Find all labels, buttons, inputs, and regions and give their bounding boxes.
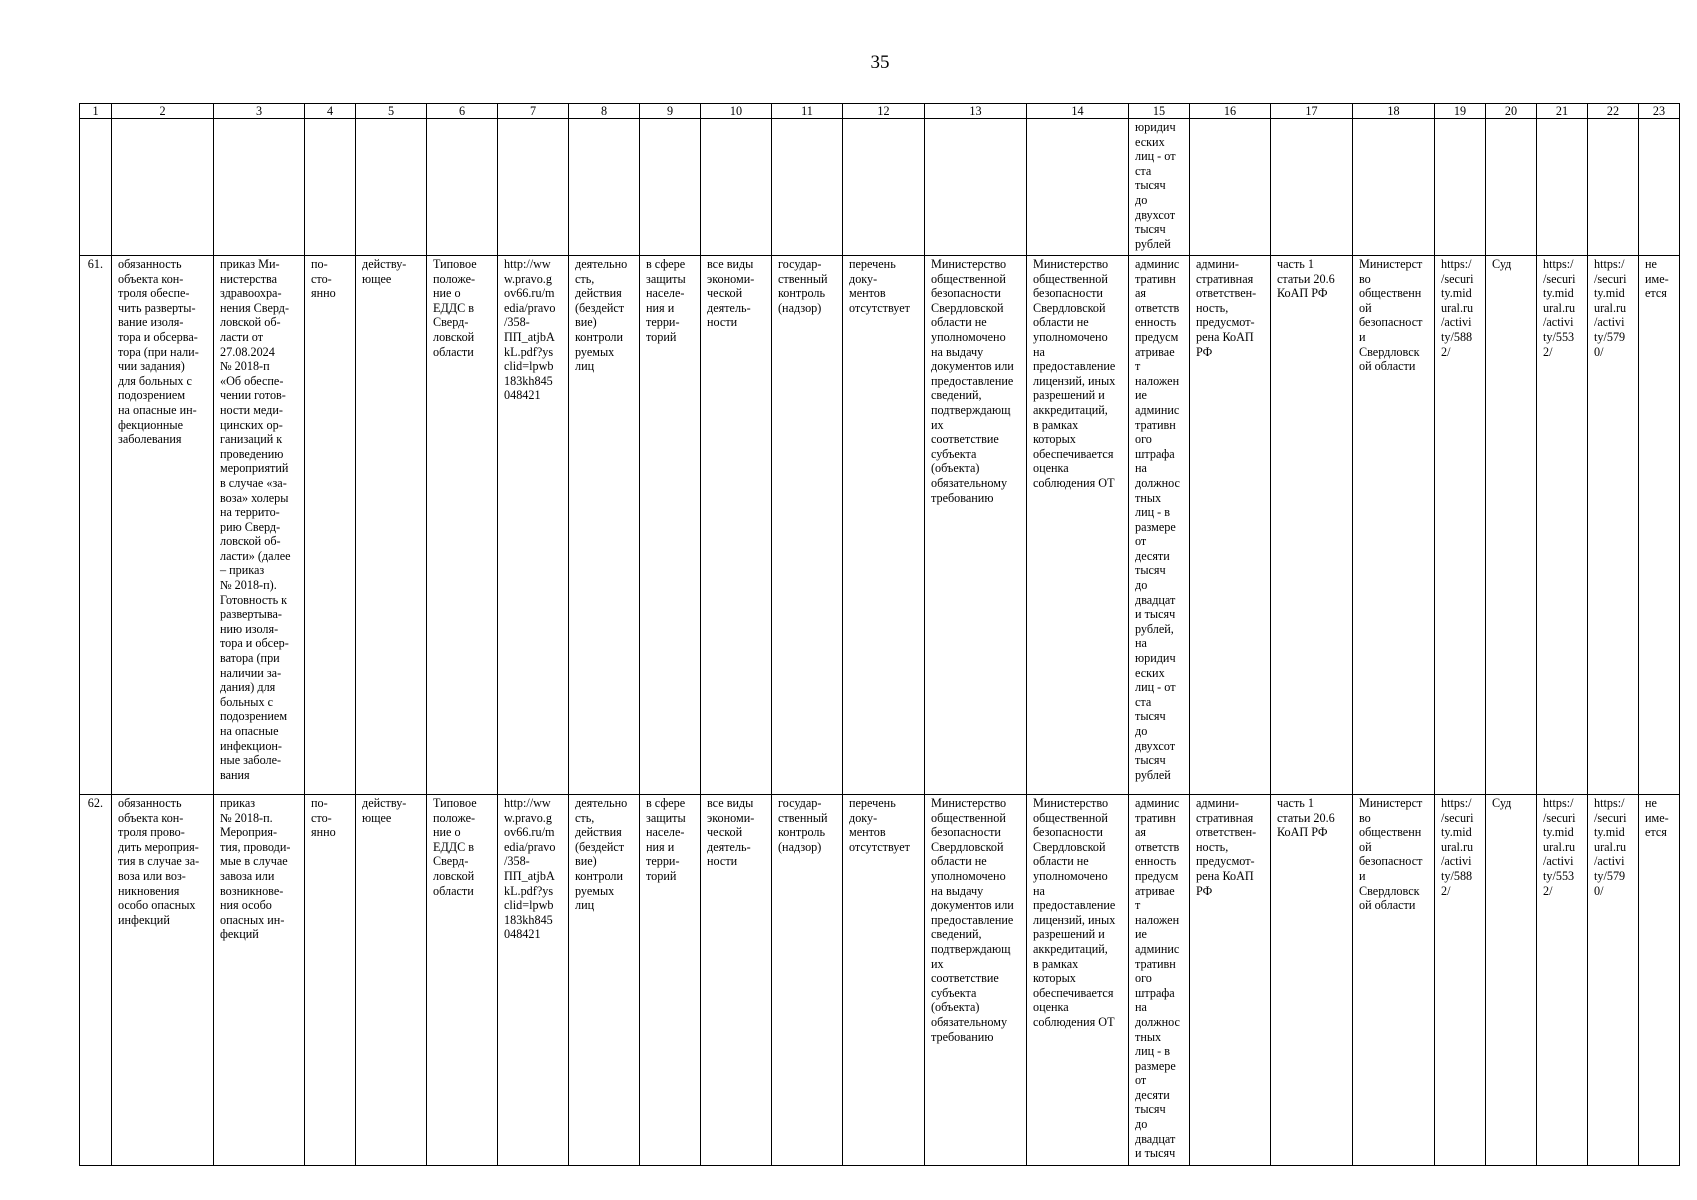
empty-cell — [356, 119, 427, 256]
empty-cell — [427, 119, 498, 256]
liability-text-cell: юридич еских лиц - от ста тысяч до двухсот тысяч рублей — [1129, 119, 1190, 256]
empty-cell — [925, 119, 1027, 256]
table-cell-col-9: в сфере защиты населе- ния и терри- торий — [640, 795, 701, 1166]
column-number: 6 — [427, 104, 498, 119]
table-cell-col-17: часть 1 статьи 20.6 КоАП РФ — [1271, 256, 1353, 795]
empty-cell — [701, 119, 772, 256]
empty-cell — [305, 119, 356, 256]
table-cell-col-14: Министерство общественной безопасности Свердловской области не уполномочено на предоставление лицензий, иных разрешений и аккредитаций, в рамках которых обеспечивается оценка соблюдения ОТ — [1027, 795, 1129, 1166]
empty-cell — [80, 119, 112, 256]
column-number: 8 — [569, 104, 640, 119]
column-number: 7 — [498, 104, 569, 119]
table-cell-col-22[interactable]: https:/ /securi ty.mid ural.ru /activi ty/579 0/ — [1588, 795, 1639, 1166]
table-cell-col-1: 62. — [80, 795, 112, 1166]
table-cell-col-2: обязанность объекта кон- троля обеспе- чить разверты- вание изоля- тора и обсерва- тора (при нали- чии задания) для больных с подозрением на опасные ин- фекционные заболевания — [112, 256, 214, 795]
column-number-row — [80, 104, 1680, 119]
table-cell-col-19[interactable]: https:/ /securi ty.mid ural.ru /activi ty/588 2/ — [1435, 256, 1486, 795]
table-cell-col-15: админис тративн ая ответств енность предусм атривае т наложен ие админис тративн ого штрафа на должнос тных лиц - в размере от десяти тысяч до двадцат и тысяч — [1129, 795, 1190, 1166]
table-cell-col-8: деятельно сть, действия (бездейст вие) контроли руемых лиц — [569, 795, 640, 1166]
empty-cell — [640, 119, 701, 256]
column-number: 5 — [356, 104, 427, 119]
empty-cell — [498, 119, 569, 256]
table-cell-col-9: в сфере защиты населе- ния и терри- торий — [640, 256, 701, 795]
table-cell-col-10: все виды экономи- ческой деятель- ности — [701, 795, 772, 1166]
empty-cell — [1027, 119, 1129, 256]
column-number: 11 — [772, 104, 843, 119]
table-cell-col-4: по- сто- янно — [305, 795, 356, 1166]
table-cell-col-12: перечень доку- ментов отсутствует — [843, 256, 925, 795]
table-cell-col-16: админи- стративная ответствен- ность, предусмот- рена КоАП РФ — [1190, 795, 1271, 1166]
column-number: 13 — [925, 104, 1027, 119]
table-cell-col-6: Типовое положе- ние о ЕДДС в Сверд- ловской области — [427, 795, 498, 1166]
column-number: 15 — [1129, 104, 1190, 119]
column-number: 16 — [1190, 104, 1271, 119]
empty-cell — [1639, 119, 1680, 256]
table-cell-col-4: по- сто- янно — [305, 256, 356, 795]
table-cell-col-18: Министерст во общественн ой безопасност и Свердловск ой области — [1353, 795, 1435, 1166]
table-cell-col-6: Типовое положе- ние о ЕДДС в Сверд- ловской области — [427, 256, 498, 795]
table-cell-col-23: не име- ется — [1639, 256, 1680, 795]
empty-cell — [1537, 119, 1588, 256]
column-number: 2 — [112, 104, 214, 119]
empty-cell — [1435, 119, 1486, 256]
table-row — [80, 795, 1680, 1166]
column-number: 3 — [214, 104, 305, 119]
table-cell-col-5: действу- ющее — [356, 795, 427, 1166]
table-cell-col-3: приказ № 2018-п. Мероприя- тия, проводи- мые в случае завоза или возникнове- ния особо опасных ин- фекций — [214, 795, 305, 1166]
table-cell-col-13: Министерство общественной безопасности Свердловской области не уполномочено на выдачу документов или предоставление сведений, подтверждающ их соответствие субъекта (объекта) обязательному требованию — [925, 256, 1027, 795]
table-cell-col-10: все виды экономи- ческой деятель- ности — [701, 256, 772, 795]
table-cell-col-2: обязанность объекта кон- троля прово- дить мероприя- тия в случае за- воза или воз- никновения особо опасных инфекций — [112, 795, 214, 1166]
column-number: 9 — [640, 104, 701, 119]
table-cell-col-17: часть 1 статьи 20.6 КоАП РФ — [1271, 795, 1353, 1166]
table-cell-col-16: админи- стративная ответствен- ность, предусмот- рена КоАП РФ — [1190, 256, 1271, 795]
table-cell-col-14: Министерство общественной безопасности Свердловской области не уполномочено на предоставление лицензий, иных разрешений и аккредитаций, в рамках которых обеспечивается оценка соблюдения ОТ — [1027, 256, 1129, 795]
column-number: 18 — [1353, 104, 1435, 119]
column-number: 19 — [1435, 104, 1486, 119]
column-number: 10 — [701, 104, 772, 119]
table-cell-col-5: действу- ющее — [356, 256, 427, 795]
table-cell-col-7[interactable]: http://ww w.pravo.g ov66.ru/m edia/pravo /358- ПП_atjbA kL.pdf?ys clid=lpwb 183kh845 048421 — [498, 795, 569, 1166]
table-cell-col-22[interactable]: https:/ /securi ty.mid ural.ru /activi ty/579 0/ — [1588, 256, 1639, 795]
column-number: 4 — [305, 104, 356, 119]
column-number: 21 — [1537, 104, 1588, 119]
empty-cell — [1190, 119, 1271, 256]
table-cell-col-19[interactable]: https:/ /securi ty.mid ural.ru /activi ty/588 2/ — [1435, 795, 1486, 1166]
column-number: 1 — [80, 104, 112, 119]
table-cell-col-21[interactable]: https:/ /securi ty.mid ural.ru /activi ty/553 2/ — [1537, 256, 1588, 795]
column-number: 22 — [1588, 104, 1639, 119]
table-cell-col-23: не име- ется — [1639, 795, 1680, 1166]
continuation-row — [80, 119, 1680, 256]
table-cell-col-11: государ- ственный контроль (надзор) — [772, 795, 843, 1166]
table-cell-col-20: Суд — [1486, 256, 1537, 795]
table-cell-col-11: государ- ственный контроль (надзор) — [772, 256, 843, 795]
column-number: 14 — [1027, 104, 1129, 119]
column-number: 12 — [843, 104, 925, 119]
table-cell-col-20: Суд — [1486, 795, 1537, 1166]
table-cell-col-1: 61. — [80, 256, 112, 795]
column-number: 23 — [1639, 104, 1680, 119]
empty-cell — [1588, 119, 1639, 256]
empty-cell — [1486, 119, 1537, 256]
empty-cell — [112, 119, 214, 256]
table-cell-col-21[interactable]: https:/ /securi ty.mid ural.ru /activi ty/553 2/ — [1537, 795, 1588, 1166]
empty-cell — [214, 119, 305, 256]
table-cell-col-15: админис тративн ая ответств енность предусм атривае т наложен ие админис тративн ого штрафа на должнос тных лиц - в размере от десяти тысяч до двадцат и тысяч рублей, на юридич еских лиц - от ста тысяч до двухсот тысяч рублей — [1129, 256, 1190, 795]
empty-cell — [1271, 119, 1353, 256]
table-cell-col-18: Министерст во общественн ой безопасност и Свердловск ой области — [1353, 256, 1435, 795]
table-cell-col-8: деятельно сть, действия (бездейст вие) контроли руемых лиц — [569, 256, 640, 795]
empty-cell — [843, 119, 925, 256]
table-cell-col-7[interactable]: http://ww w.pravo.g ov66.ru/m edia/pravo /358- ПП_atjbA kL.pdf?ys clid=lpwb 183kh845 048421 — [498, 256, 569, 795]
table-cell-col-12: перечень доку- ментов отсутствует — [843, 795, 925, 1166]
column-number: 20 — [1486, 104, 1537, 119]
table-cell-col-13: Министерство общественной безопасности Свердловской области не уполномочено на выдачу документов или предоставление сведений, подтверждающ их соответствие субъекта (объекта) обязательному требованию — [925, 795, 1027, 1166]
register-table — [79, 103, 1680, 1166]
empty-cell — [1353, 119, 1435, 256]
column-number: 17 — [1271, 104, 1353, 119]
empty-cell — [772, 119, 843, 256]
empty-cell — [569, 119, 640, 256]
page-number: 35 — [870, 52, 890, 73]
table-row — [80, 256, 1680, 795]
table-cell-col-3: приказ Ми- нистерства здравоохра- нения Сверд- ловской об- ласти от 27.08.2024 № 2018-п «Об обеспе- чении готов- ности меди- цинских ор- ганизаций к проведению мероприятий в случае «за- воза» холеры на террито- рию Сверд- ловской об- ласти» (далее – приказ № 2018-п). Готовность к развертыва- нию изоля- тора и обсер- ватора (при наличии за- дания) для больных с подозрением на опасные инфекцион- ные заболе- вания — [214, 256, 305, 795]
